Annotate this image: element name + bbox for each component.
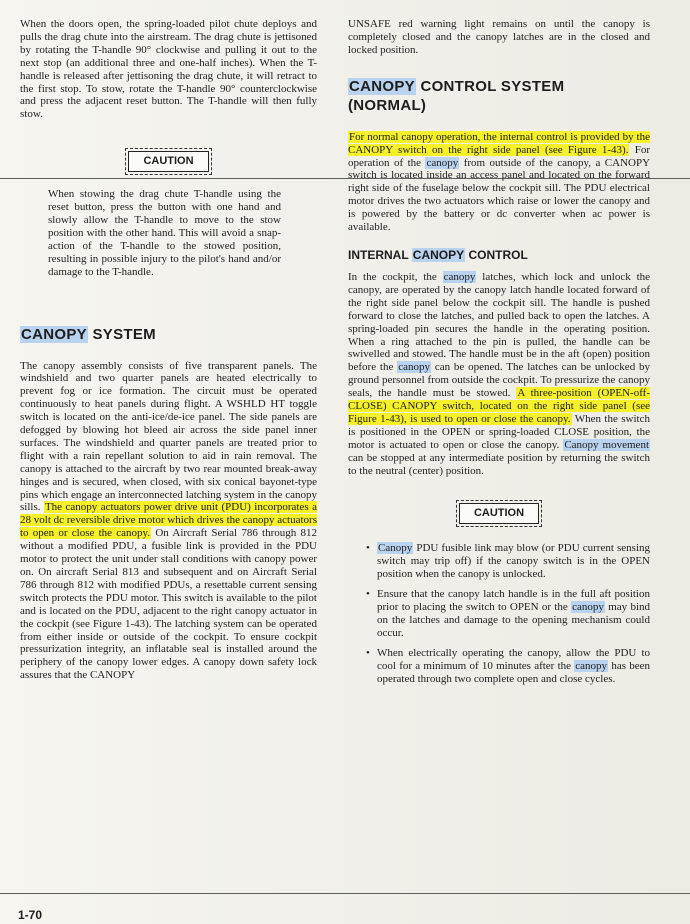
unsafe-light-paragraph: UNSAFE red warning light remains on until the canopy is completely closed and the canopy latches are in the closed and locked position. bbox=[348, 18, 650, 56]
internal-canopy-control-heading: INTERNAL CANOPY CONTROL bbox=[348, 247, 528, 262]
scan-fold-line-bottom bbox=[0, 893, 690, 894]
left-column bbox=[20, 18, 317, 682]
canopy-control-heading: CANOPY CONTROL SYSTEM (NORMAL) bbox=[348, 77, 565, 114]
caution-bullet-3: • When electrically operating the canopy, allow the PDU to cool for a minimum of 10 minutes after the canopy has been operated through two complete open and close cycles. bbox=[366, 647, 650, 686]
switch-highlight: A three-position (OPEN-off-CLOSE) CANOPY switch, located on the right side panel (see Figure 1-43), is used to open or close the canopy. bbox=[348, 387, 650, 425]
canopy-system-heading: CANOPY SYSTEM bbox=[21, 325, 156, 343]
caution-bullet-2: • Ensure that the canopy latch handle is in the full aft position prior to placing the switch to OPEN or the canopy may bind on the latches and damage to the opening mechanism could occur. bbox=[366, 588, 650, 640]
caution-box-left bbox=[20, 151, 317, 172]
caution-bullet-list bbox=[366, 542, 650, 685]
right-column bbox=[348, 18, 650, 692]
caution-label-right: CAUTION bbox=[459, 503, 539, 524]
caution-text-left: When stowing the drag chute T-handle using the reset button, press the button with one hand and slowly allow the T-handle to move to the stow position with the other hand. This will avoid a snap-action of the T-handle to the stowed position, resulting in possible injury to the pilot's hand and/or damage to the T-handle. bbox=[48, 188, 281, 278]
page-number: 1-70 bbox=[18, 908, 43, 922]
canopy-system-body: The canopy assembly consists of five transparent panels. The windshield and two quarter panels are heated electrically to prevent fog or ice formation. The circuit must be operated continuously to heat panels during flight. A WSHLD HT toggle switch is located on the anti-ice/de-ice panel. The side panels are defogged by blowing hot bleed air across the side panel inner surfaces. The windshield and quarter panels are treated prior to flight with a rain repellant solution to aid in rain removal. The canopy is attached to the aircraft by two rear mounted break-away hinges and is secured, when closed, with six conical bayonet-type pins which engage an interconnected latching system in the canopy sills. The canopy actuators power drive unit (PDU) incorporates a 28 volt dc reversible drive motor which drives the canopy actuators to open or close the canopy. On Aircraft Serial 786 through 812 without a modified PDU, a fusible link is provided in the PDU motor to protect the unit under stall conditions with canopy power on. On aircraft Serial 813 and subsequent and on Aircraft Serial 786 through 812 with modified PDUs, a resettable current sensing switch protects the PDU motor. This switch is available to the pilot and is located on the PDU, adjacent to the right canopy actuator in the cockpit (see Figure 1-43). The latching system can be operated from either inside or outside of the cockpit. To ensure cockpit pressurization integrity, an inflatable seal is installed around the periphery of the canopy lower edges. A canopy down safety lock assures that the CANOPY bbox=[20, 359, 318, 682]
caution-label: CAUTION bbox=[128, 151, 208, 172]
drag-chute-paragraph: When the doors open, the spring-loaded pilot chute deploys and pulls the drag chute into the airstream. The drag chute is jettisoned by rotating the T-handle 90° clockwise and pulling it out to the next stop (an additional three and one-half inches). When the T-handle is released after jettisoning the drag chute, it will retract to the first stop. To stow, rotate the T-handle 90° counterclockwise and press the adjacent reset button. The T-handle will then fully stow. bbox=[20, 18, 317, 121]
pdu-highlight: The canopy actuators power drive unit (PDU) incorporates a 28 volt dc reversible drive motor which drives the canopy actuators to open or close the canopy. bbox=[20, 501, 318, 540]
caution-bullet-1: • Canopy PDU fusible link may blow (or PDU current sensing switch may trip off) if the canopy switch is in the OPEN position when the canopy is unlocked. bbox=[366, 542, 650, 581]
internal-control-paragraph: In the cockpit, the canopy latches, which lock and unlock the canopy, are operated by the canopy latch handle located forward of the right side panel below the cockpit sill. The handle is pushed forward to close the latches, and pulled back to open the latches. A spring-loaded pin secures the handle in the operating position. When a ring attached to the pin is pulled, the handle can be swivelled and stowed. The handle must be in the aft (open) position before the canopy can be opened. The latches can be unlocked by ground personnel from outside the cockpit. To pressurize the canopy seals, the handle must be stowed. A three-position (OPEN-off-CLOSE) CANOPY switch, located on the right side panel (see Figure 1-43), is used to open or close the canopy. When the switch is positioned in the OPEN or spring-loaded CLOSE position, the motor is actuated to open or close the canopy. Canopy movement can be stopped at any intermediate position by returning the switch to the neutral (center) position. bbox=[348, 270, 651, 477]
caution-box-right bbox=[348, 503, 650, 524]
normal-control-paragraph: For normal canopy operation, the internal control is provided by the CANOPY switch on the right side panel (see Figure 1-43). For operation of the canopy from outside of the canopy, a CANOPY switch is located inside an access panel and located on the forward right side of the fuselage below the cockpit sill. The PDU electrical motor drives the two actuators which raise or lower the canopy and is powered by the battery or dc converter when ac power is available. bbox=[348, 130, 651, 234]
